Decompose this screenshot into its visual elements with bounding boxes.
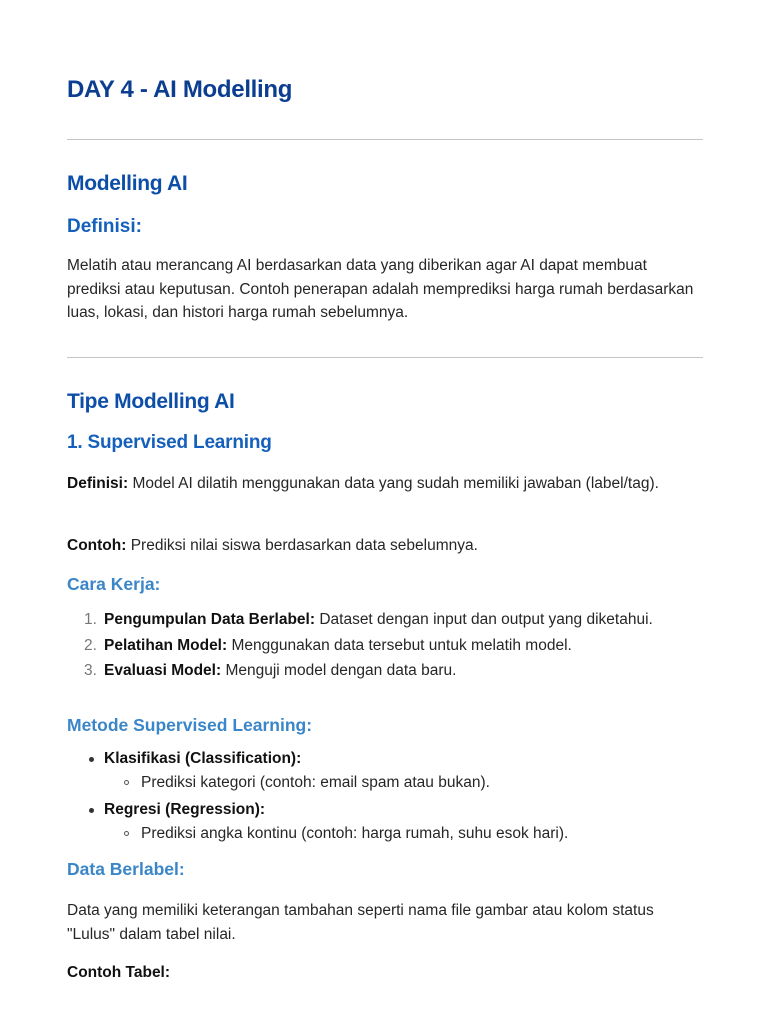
page-title: DAY 4 - AI Modelling [67,76,293,103]
step-text: Menggunakan data tersebut untuk melatih model. [227,636,572,654]
method-description: Prediksi kategori (contoh: email spam atau bukan). [141,774,490,791]
list-item [67,798,703,822]
subsection-heading-supervised: 1. Supervised Learning [67,432,272,453]
circle-bullet-icon [124,831,129,836]
method-label: Regresi (Regression): [104,801,266,818]
list-number: 3. [84,662,97,679]
step-text: Menguji model dengan data baru. [221,662,457,679]
bullet-icon [89,808,94,813]
method-description: Prediksi angka kontinu (contoh: harga rumah, suhu esok hari). [141,825,569,842]
list-item [67,659,703,683]
labeled-data-heading: Data Berlabel: [67,859,185,879]
steps-list [67,608,703,685]
definition-text: Model AI dilatih menggunakan data yang sudah memiliki jawaban (label/tag). [128,475,659,492]
divider [67,357,703,358]
supervised-definition [67,472,703,496]
definition-paragraph: Melatih atau merancang AI berdasarkan data yang diberikan agar AI dapat membuat prediksi atau keputusan. Contoh penerapan adalah memprediksi harga rumah berdasarkan luas, lokasi, dan histori harga rumah sebelumnya. [67,257,694,321]
step-text: Dataset dengan input dan output yang diketahui. [315,611,653,628]
methods-list [67,747,703,849]
step-label: Pelatihan Model: [104,636,228,654]
list-number: 2. [84,636,97,654]
method-label: Klasifikasi (Classification): [104,750,302,767]
labeled-data-paragraph: Data yang memiliki keterangan tambahan seperti nama file gambar atau kolom status "Lulus" dalam tabel nilai. [67,902,654,943]
definition-heading: Definisi: [67,216,142,237]
list-item [67,747,703,771]
definition-label: Definisi: [67,475,129,492]
list-number: 1. [84,611,97,628]
step-label: Pengumpulan Data Berlabel: [104,611,316,628]
section-heading-tipe-modelling: Tipe Modelling AI [67,390,235,413]
supervised-example [67,534,703,558]
step-label: Evaluasi Model: [104,662,222,679]
list-item [67,634,703,658]
example-label: Contoh: [67,537,127,554]
circle-bullet-icon [124,780,129,785]
sub-list-item [67,771,703,795]
how-it-works-heading: Cara Kerja: [67,574,161,594]
example-text: Prediksi nilai siswa berdasarkan data sebelumnya. [126,537,478,554]
list-item [67,608,703,632]
sub-list-item [67,822,703,846]
divider [67,139,703,140]
table-example-label: Contoh Tabel: [67,964,171,981]
section-heading-modelling-ai: Modelling AI [67,172,188,195]
bullet-icon [89,757,94,762]
methods-heading: Metode Supervised Learning: [67,715,313,735]
